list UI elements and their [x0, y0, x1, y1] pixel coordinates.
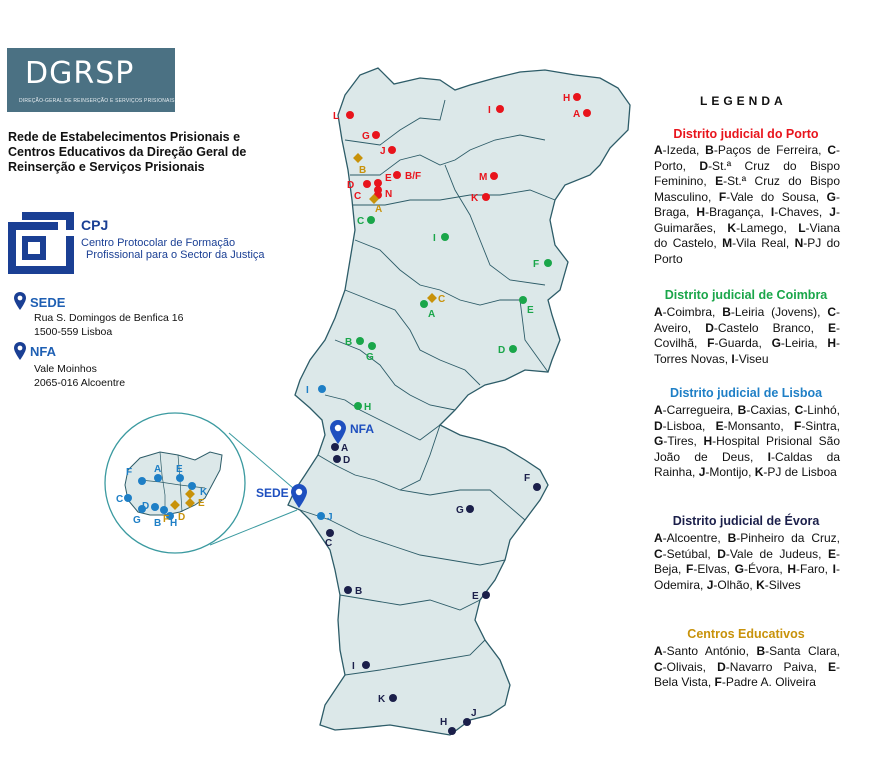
legend-heading: Distrito judicial de Coimbra [664, 288, 828, 302]
marker-porto-I [496, 105, 504, 113]
marker-label: H [440, 717, 448, 728]
marker-label: C [438, 294, 446, 305]
marker-label: K [471, 193, 479, 204]
marker-coimbra-B [356, 337, 364, 345]
marker-label: E [198, 498, 205, 509]
marker-evora-A [331, 443, 339, 451]
marker-label: K [200, 487, 208, 498]
marker-porto-D [363, 180, 371, 188]
marker-label: F [533, 259, 540, 270]
sede-line2: 1500-559 Lisboa [34, 326, 113, 338]
legend-title: LEGENDA [700, 94, 787, 108]
marker-evora-D [333, 455, 341, 463]
marker-lisboa-B [160, 506, 168, 514]
marker-label: B [355, 586, 363, 597]
marker-coimbra-D [509, 345, 517, 353]
marker-label: H [563, 93, 571, 104]
legend-heading: Distrito judicial do Porto [673, 127, 819, 141]
marker-label: A [573, 109, 581, 120]
legend-body: A-Alcoentre, B-Pinheiro da Cruz, C-Setúbal, D-Vale de Judeus, E-Beja, F-Elvas, G-Évora, H-Faro, I-Odemira, J-Olhão, K-Silves [654, 531, 841, 592]
marker-evora-E [482, 591, 490, 599]
legend-body: A-Coimbra, B-Leiria (Jovens), C-Aveiro, D-Castelo Branco, E-Covilhã, F-Guarda, G-Leiria, H-Torres Novas, I-Viseu [654, 305, 841, 366]
nfa-line1: Vale Moinhos [34, 363, 97, 375]
marker-coimbra-G [368, 342, 376, 350]
cpj-title: CPJ [81, 217, 109, 233]
marker-label: F [126, 467, 133, 478]
marker-evora-F [533, 483, 541, 491]
legend-heading: Distrito judicial de Évora [672, 514, 820, 528]
marker-label: I [306, 385, 309, 396]
marker-porto-M [490, 172, 498, 180]
marker-porto-G [372, 131, 380, 139]
marker-label: I [352, 661, 355, 672]
sede-title: SEDE [30, 295, 66, 310]
marker-coimbra-C [367, 216, 375, 224]
marker-evora-K [389, 694, 397, 702]
marker-evora-G [466, 505, 474, 513]
marker-label: D [178, 512, 186, 523]
marker-label: D [142, 501, 150, 512]
marker-label: C [354, 191, 362, 202]
legend-body: A-Santo António, B-Santa Clara, C-Olivais, D-Navarro Paiva, E- Bela Vista, F-Padre A. Oliveira [654, 644, 841, 689]
marker-label: L [333, 111, 340, 122]
marker-label: F [163, 514, 170, 525]
marker-label: A [375, 204, 383, 215]
marker-label: E [472, 591, 479, 602]
marker-lisboa-F [138, 477, 146, 485]
marker-coimbra-H [354, 402, 362, 410]
marker-label: D [343, 455, 351, 466]
marker-evora-J [463, 718, 471, 726]
marker-lisboa-E [176, 474, 184, 482]
marker-label: G [456, 505, 464, 516]
marker-porto-H [573, 93, 581, 101]
marker-label: M [479, 172, 488, 183]
marker-lisboa-I [318, 385, 326, 393]
marker-porto-K [482, 193, 490, 201]
legend-heading: Distrito judicial de Lisboa [669, 386, 823, 400]
marker-label: D [498, 345, 506, 356]
marker-label: G [366, 352, 374, 363]
marker-label: B [345, 337, 353, 348]
marker-label: A [428, 309, 436, 320]
marker-label: J [471, 708, 477, 719]
marker-lisboa-C [124, 494, 132, 502]
marker-label: C [357, 216, 365, 227]
cpj-line1: Centro Protocolar de Formação [81, 237, 236, 249]
marker-label: H [364, 402, 372, 413]
marker-label: N [385, 189, 393, 200]
legend-body: A-Carregueira, B-Caxias, C-Linhó, D-Lisboa, E-Monsanto, F-Sintra, G-Tires, H-Hospital Prisional São João de Deus, I-Caldas da Rainha, J-Montijo, K-PJ de Lisboa [654, 403, 841, 479]
marker-evora-B [344, 586, 352, 594]
marker-label: J [380, 146, 386, 157]
logo-subtitle: DIREÇÃO-GERAL DE REINSERÇÃO E SERVIÇOS PRISIONAIS [19, 98, 175, 104]
marker-porto-E [374, 179, 382, 187]
sede-line1: Rua S. Domingos de Benfica 16 [34, 312, 184, 324]
nfa-title: NFA [30, 344, 56, 359]
marker-label: I [488, 105, 491, 116]
logo-text: DGRSP [25, 56, 135, 91]
marker-coimbra-E [519, 296, 527, 304]
marker-lisboa-J [317, 512, 325, 520]
marker-lisboa-G [151, 503, 159, 511]
marker-label: J [327, 512, 333, 523]
marker-label: E [176, 464, 183, 475]
nfa-pin-label: NFA [350, 422, 374, 436]
marker-label: H [170, 518, 178, 529]
marker-coimbra-A [420, 300, 428, 308]
marker-label: B [359, 165, 367, 176]
marker-coimbra-F [544, 259, 552, 267]
marker-label: B [154, 518, 162, 529]
marker-label: G [133, 515, 141, 526]
marker-porto-L [346, 111, 354, 119]
marker-porto-N [374, 186, 382, 194]
marker-porto-J [388, 146, 396, 154]
marker-label: G [362, 131, 370, 142]
marker-label: D [347, 180, 355, 191]
marker-coimbra-I [441, 233, 449, 241]
marker-label: B/F [405, 171, 422, 182]
marker-label: A [154, 464, 162, 475]
portugal-mainland [288, 68, 630, 735]
cpj-line2: Profissional para o Sector da Justiça [86, 249, 265, 261]
legend-body: A-Izeda, B-Paços de Ferreira, C-Porto, D-St.ª Cruz do Bispo Feminino, E-St.ª Cruz do Bispo Masculino, F-Vale do Sousa, G-Braga, H-Bragança, I-Chaves, J-Guimarães, K-Lamego, L-Viana do Castelo, M-Vila Real, N-PJ do Porto [654, 143, 841, 266]
marker-porto-A [583, 109, 591, 117]
marker-evora-H [448, 727, 456, 735]
marker-evora-C [326, 529, 334, 537]
marker-label: I [433, 233, 436, 244]
marker-lisboa-A [154, 474, 162, 482]
marker-evora-I [362, 661, 370, 669]
marker-porto-BF [393, 171, 401, 179]
legend-heading: Centros Educativos [687, 627, 805, 641]
marker-label: E [527, 305, 534, 316]
marker-label: E [385, 173, 392, 184]
marker-label: C [116, 494, 124, 505]
page-title: Rede de Estabelecimentos Prisionais e Centros Educativos da Direção Geral de Reinserção e Serviços Prisionais [8, 130, 247, 174]
marker-label: K [378, 694, 386, 705]
marker-lisboa-K [188, 482, 196, 490]
sede-pin-label: SEDE [256, 486, 289, 500]
marker-label: C [325, 538, 333, 549]
marker-label: F [524, 473, 531, 484]
nfa-line2: 2065-016 Alcoentre [34, 377, 126, 389]
marker-label: A [341, 443, 349, 454]
